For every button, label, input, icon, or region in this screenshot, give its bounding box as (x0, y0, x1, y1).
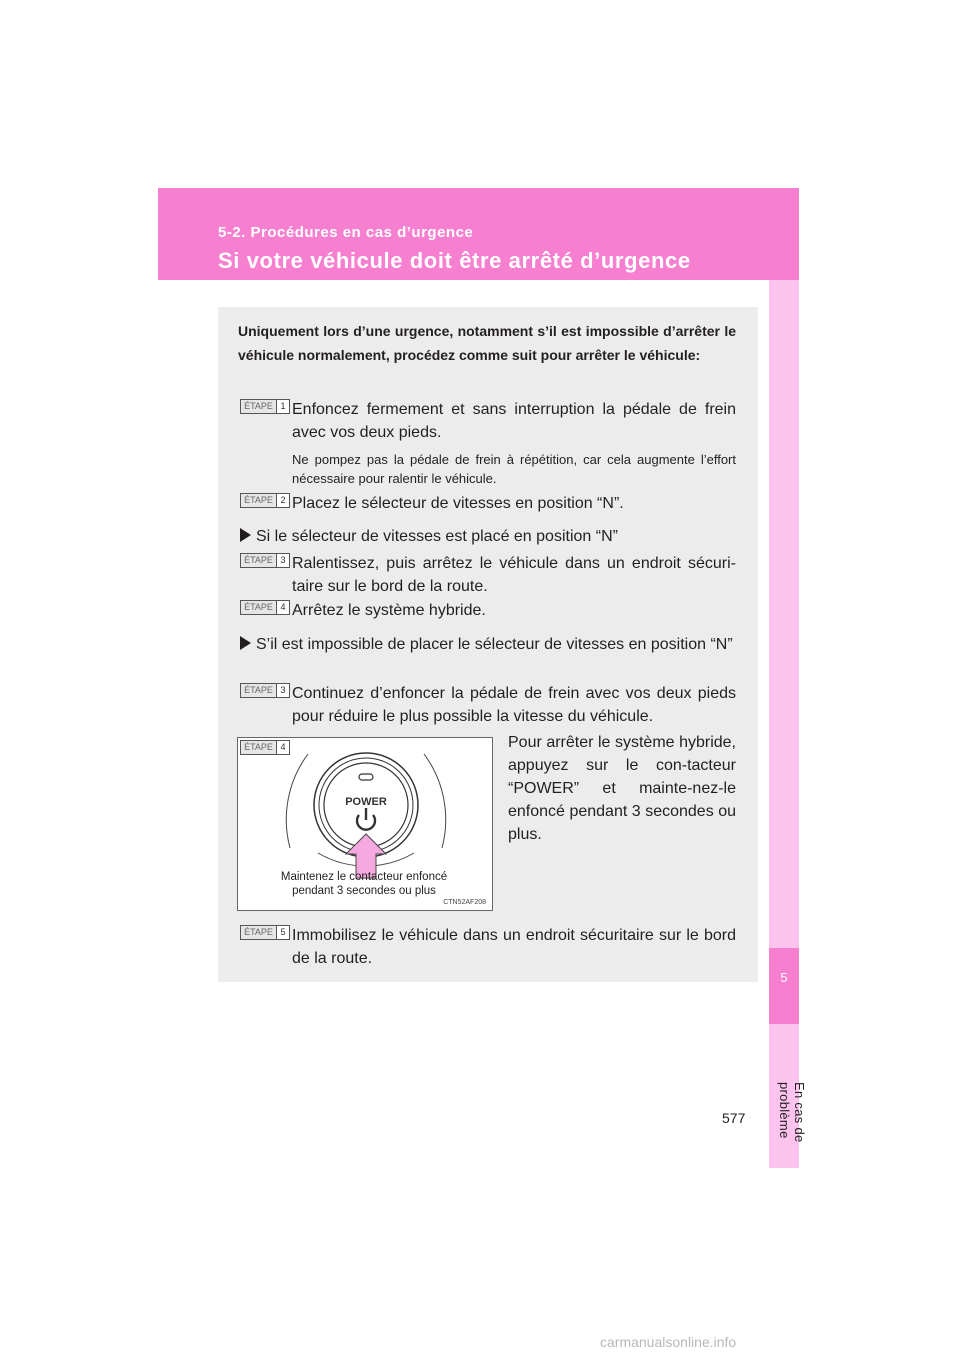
step-text: Arrêtez le système hybride. (292, 602, 486, 619)
section-label: 5-2. Procédures en cas d’urgence (218, 224, 474, 241)
step-5 (240, 924, 736, 970)
chapter-title: En cas de problème (777, 1082, 807, 1143)
step-4-alt-text: Pour arrêter le système hybride, appuyez sur le con-tacteur “POWER” et mainte-nez-le enfoncé pendant 3 secondes ou plus. (508, 734, 736, 843)
step-3-alt (240, 682, 736, 728)
figure-code: CTN52AF208 (443, 899, 486, 906)
page-title: Si votre véhicule doit être arrêté d’urgence (218, 248, 691, 273)
step-badge: ÉTAPE 4 (240, 740, 290, 755)
step-text: Placez le sélecteur de vitesses en position “N”. (292, 495, 624, 512)
power-label: POWER (345, 796, 387, 808)
watermark[interactable]: carmanualsonline.info (600, 1334, 737, 1350)
step-text: Immobilisez le véhicule dans un endroit sécuritaire sur le bord de la route. (292, 927, 736, 967)
intro-text: Uniquement lors d’une urgence, notamment s’il est impossible d’arrêter le véhicule normalement, procédez comme suit pour arrêter le véhicule: (238, 323, 736, 363)
chapter-sidebar (769, 280, 807, 1168)
condition-1: Si le sélecteur de vitesses est placé en position “N” (240, 525, 736, 548)
page-header (158, 188, 799, 280)
step-badge: ÉTAPE 4 (240, 600, 290, 615)
step-badge: ÉTAPE 3 (240, 553, 290, 568)
step-2 (240, 492, 736, 515)
power-button-figure (237, 737, 493, 911)
step-text: Ralentissez, puis arrêtez le véhicule dans un endroit sécuri-taire sur le bord de la route. (292, 555, 736, 595)
figure-caption: Maintenez le contacteur enfoncé pendant 3 secondes ou plus (280, 871, 448, 897)
arrow-right-icon (240, 528, 251, 542)
step-3 (240, 552, 736, 598)
step-note: Ne pompez pas la pédale de frein à répétition, car cela augmente l’effort nécessaire pour ralentir le véhicule. (292, 452, 736, 486)
step-text: Enfoncez fermement et sans interruption la pédale de frein avec vos deux pieds. (292, 401, 736, 441)
page-number: 577 (722, 1110, 746, 1126)
step-badge: ÉTAPE 3 (240, 683, 290, 698)
content-box (218, 307, 758, 982)
chapter-tab-active[interactable] (769, 948, 799, 1024)
step-1 (240, 398, 736, 488)
arrow-right-icon (240, 636, 251, 650)
step-badge: ÉTAPE 1 (240, 399, 290, 414)
step-4 (240, 599, 736, 622)
step-badge: ÉTAPE 5 (240, 925, 290, 940)
chapter-number: 5 (780, 970, 788, 985)
condition-2: S’il est impossible de placer le sélecteur de vitesses en position “N” (240, 633, 736, 656)
step-text: Continuez d’enfoncer la pédale de frein avec vos deux pieds pour réduire le plus possible la vitesse du véhicule. (292, 685, 736, 725)
step-badge: ÉTAPE 2 (240, 493, 290, 508)
